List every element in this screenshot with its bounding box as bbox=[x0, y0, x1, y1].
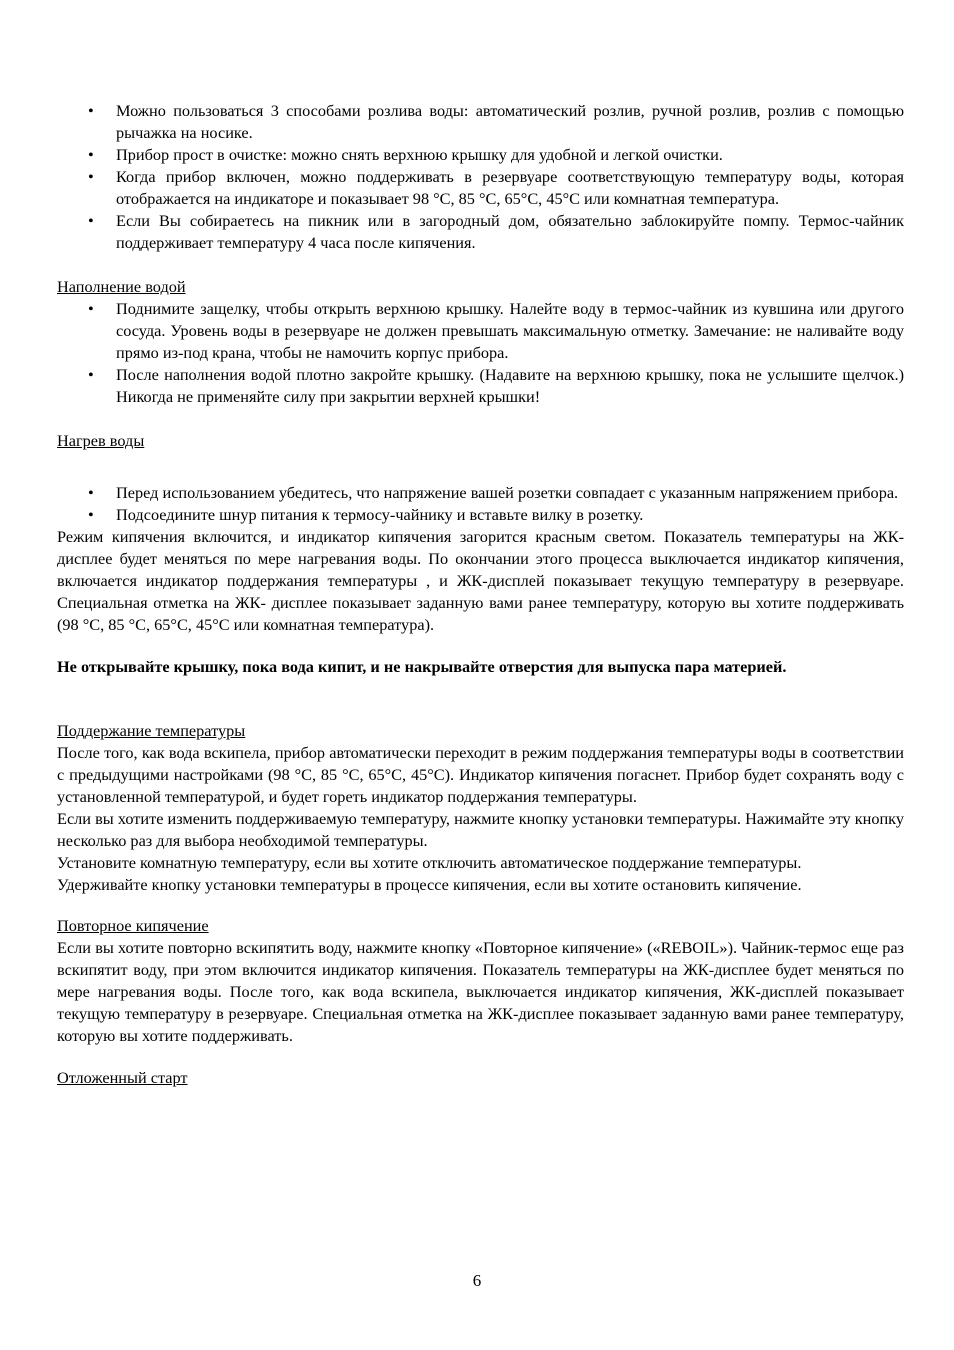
list-item: • Прибор прост в очистке: можно снять верхнюю крышку для удобной и легкой очистки. bbox=[57, 144, 904, 166]
document-body bbox=[57, 100, 904, 1089]
heating-paragraph: Режим кипячения включится, и индикатор кипячения загорится красным светом. Показатель температуры на ЖК-дисплее будет меняться по мере нагревания воды. По окончании этого процесса выключается индикатор кипячения, включается индикатор поддержания температуры , и ЖК-дисплей показывает текущую температуру в резервуаре. Специальная отметка на ЖК- дисплее показывает заданную вами ранее температуру, которую вы хотите поддерживать (98 °C, 85 °C, 65°C, 45°C или комнатная температура). bbox=[57, 527, 904, 634]
section-heading-heating: Нагрев воды bbox=[57, 431, 145, 450]
reboil-paragraph: Если вы хотите повторно вскипятить воду, нажмите кнопку «Повторное кипячение» («REBOIL»). Чайник-термос еще раз вскипятит воду, при этом включится индикатор кипячения. Показатель температуры на ЖК-дисплее будет меняться по мере нагревания воды. После того, как вода вскипела, выключается индикатор кипячения, ЖК-дисплей показывает текущую температуру в резервуаре. Специальная отметка на ЖК-дисплее показывает заданную вами ранее температуру, которую вы хотите поддерживать. bbox=[57, 938, 904, 1045]
page-number: 6 bbox=[472, 1271, 482, 1290]
section-heading-keep-warm: Поддержание температуры bbox=[57, 721, 246, 740]
list-item: • Когда прибор включен, можно поддерживать в резервуаре соответствующую температуру воды, которая отображается на индикаторе и показывает 98 °C, 85 °C, 65°C, 45°C или комнатная температура. bbox=[57, 166, 904, 210]
section-heading-reboil: Повторное кипячение bbox=[57, 916, 209, 935]
list-item: • Можно пользоваться 3 способами розлива воды: автоматический розлив, ручной розлив, розлив с помощью рычажка на носике. bbox=[57, 100, 904, 144]
keep-warm-paragraph: Установите комнатную температуру, если вы хотите отключить автоматическое поддержание температуры. bbox=[57, 853, 802, 872]
list-item: • После наполнения водой плотно закройте крышку. (Надавите на верхнюю крышку, пока не услышите щелчок.) Никогда не применяйте силу при закрытии верхней крышки! bbox=[57, 364, 904, 408]
list-item: • Перед использованием убедитесь, что напряжение вашей розетки совпадает с указанным напряжением прибора. bbox=[57, 482, 904, 504]
list-item: • Если Вы собираетесь на пикник или в загородный дом, обязательно заблокируйте помпу. Термос-чайник поддерживает температуру 4 часа после кипячения. bbox=[57, 210, 904, 254]
boiling-warning: Не открывайте крышку, пока вода кипит, и не накрывайте отверстия для выпуска пара материей. bbox=[57, 657, 787, 676]
keep-warm-paragraph: Удерживайте кнопку установки температуры в процессе кипячения, если вы хотите остановить кипячение. bbox=[57, 875, 802, 894]
section-heading-delayed-start: Отложенный старт bbox=[57, 1068, 188, 1087]
keep-warm-paragraph: После того, как вода вскипела, прибор автоматически переходит в режим поддержания температуры воды в соответствии с предыдущими настройками (98 °C, 85 °C, 65°C, 45°C). Индикатор кипячения погаснет. Прибор будет сохранять воду с установленной температурой, и будет гореть индикатор поддержания температуры. bbox=[57, 743, 904, 806]
keep-warm-paragraph: Если вы хотите изменить поддерживаемую температуру, нажмите кнопку установки температуры. Нажимайте эту кнопку несколько раз для выбора необходимой температуры. bbox=[57, 809, 904, 850]
heating-bullet-list bbox=[57, 482, 904, 526]
section-heading-filling: Наполнение водой bbox=[57, 277, 186, 296]
intro-bullet-list bbox=[57, 100, 904, 254]
list-item: • Поднимите защелку, чтобы открыть верхнюю крышку. Налейте воду в термос-чайник из кувшина или другого сосуда. Уровень воды в резервуаре не должен превышать максимальную отметку. Замечание: не наливайте воду прямо из-под крана, чтобы не намочить корпус прибора. bbox=[57, 298, 904, 364]
list-item: • Подсоедините шнур питания к термосу-чайнику и вставьте вилку в розетку. bbox=[57, 504, 904, 526]
filling-bullet-list bbox=[57, 298, 904, 408]
